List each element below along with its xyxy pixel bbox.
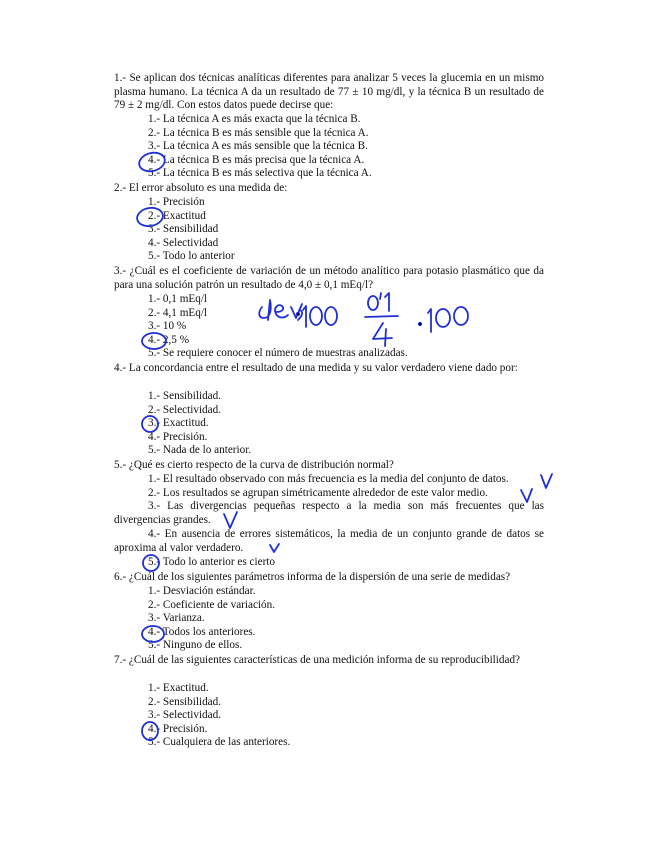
question-2-stem: 2.- El error absoluto es una medida de: — [114, 182, 288, 194]
question-3-options — [148, 293, 408, 361]
question-1-option-3: 3.- La técnica A es más sensible que la técnica B. — [148, 140, 368, 153]
question-2-option-1: 1.- Precisión — [148, 196, 205, 208]
question-6-option-4: 4.- Todos los anteriores. — [148, 625, 256, 638]
question-1-option-4: 4.- La técnica B es más precisa que la técnica A. — [148, 153, 365, 166]
question-3-option-5: 5.- Se requiere conocer el número de muestras analizadas. — [148, 347, 408, 360]
question-4-option-4: 4.- Precisión. — [148, 430, 208, 443]
question-3-stem: 3.- ¿Cuál es el coeficiente de variación de un método analítico para potasio plasmático que da para una solución patrón un resultado de 4,0 ± 0,1 mEq/l? — [114, 265, 544, 291]
question-7-options — [148, 682, 290, 750]
question-7-option-4: 4.- Precisión. — [148, 722, 208, 735]
question-3-option-4: 4.- 2,5 % — [148, 333, 190, 346]
question-7-option-5: 5.- Cualquiera de las anteriores. — [148, 736, 291, 749]
question-1-stem: 1.- Se aplican dos técnicas analíticas diferentes para analizar 5 veces la glucemia en un mismo plasma humano. La técnica A da un resultado de 77 ± 10 mg/dl, y la técnica B un resultado de 79 ± 2 mg/dl. Con estos datos puede decirse que: — [114, 72, 544, 112]
question-2-option-5: 5.- Todo lo anterior — [148, 250, 235, 263]
question-4-option-3: 3.- Exactitud. — [148, 417, 209, 430]
question-5-options-b — [148, 556, 275, 570]
question-2-option-3: 3.- Sensibilidad — [148, 223, 219, 236]
question-4-option-1: 1.- Sensibilidad. — [148, 390, 222, 402]
question-7-option-1: 1.- Exactitud. — [148, 682, 209, 694]
question-6-option-3: 3.- Varianza. — [148, 612, 205, 625]
question-7-stem: 7.- ¿Cuál de las siguientes características de una medición informa de su reproducibilidad? — [114, 654, 521, 666]
question-1-option-1: 1.- La técnica A es más exacta que la técnica B. — [148, 113, 361, 125]
question-5-option-3: 3.- Las divergencias pequeñas respecto a la media son más frecuentes que las divergencias grandes. — [114, 500, 544, 526]
check-mark-icon — [541, 474, 552, 488]
question-4-option-5: 5.- Nada de lo anterior. — [148, 444, 252, 457]
question-5-option-2: 2.- Los resultados se agrupan simétricamente alrededor de este valor medio. — [148, 486, 488, 499]
question-1-option-2: 2.- La técnica B es más sensible que la técnica A. — [148, 126, 369, 139]
question-5-stem: 5.- ¿Qué es cierto respecto de la curva de distribución normal? — [114, 459, 394, 471]
question-4-option-2: 2.- Selectividad. — [148, 403, 222, 416]
question-6-option-5: 5.- Ninguno de ellos. — [148, 639, 243, 652]
question-2-option-2: 2.- Exactitud — [148, 209, 206, 222]
question-6-option-2: 2.- Coeficiente de variación. — [148, 598, 276, 611]
question-7-option-3: 3.- Selectividad. — [148, 709, 222, 722]
question-4-options — [148, 390, 251, 458]
question-5-options-a — [148, 473, 509, 500]
question-6-stem: 6.- ¿Cuál de los siguientes parámetros informa de la dispersión de una serie de medidas? — [114, 571, 511, 583]
question-3-option-1: 1.- 0,1 mEq/l — [148, 293, 208, 305]
question-3-option-2: 2.- 4,1 mEq/l — [148, 306, 208, 319]
question-5-option-4: 4.- En ausencia de errores sistemáticos, la media de un conjunto grande de datos se aproxima al valor verdadero. — [114, 528, 544, 554]
question-4-stem: 4.- La concordancia entre el resultado de una medida y su valor verdadero viene dado por: — [114, 362, 518, 374]
question-6-option-1: 1.- Desviación estándar. — [148, 585, 256, 597]
question-2-options — [148, 196, 235, 264]
question-3-option-3: 3.- 10 % — [148, 320, 187, 333]
question-1-options — [148, 113, 372, 181]
question-1-option-5: 5.- La técnica B es más selectiva que la técnica A. — [148, 167, 372, 180]
question-7-option-2: 2.- Sensibilidad. — [148, 695, 222, 708]
question-2-option-4: 4.- Selectividad — [148, 236, 219, 249]
question-6-options — [148, 585, 275, 653]
question-5-option-5: 5.- Todo lo anterior es cierto — [148, 556, 276, 568]
question-5-option-1: 1.- El resultado observado con más frecuencia es la media del conjunto de datos. — [148, 473, 509, 485]
